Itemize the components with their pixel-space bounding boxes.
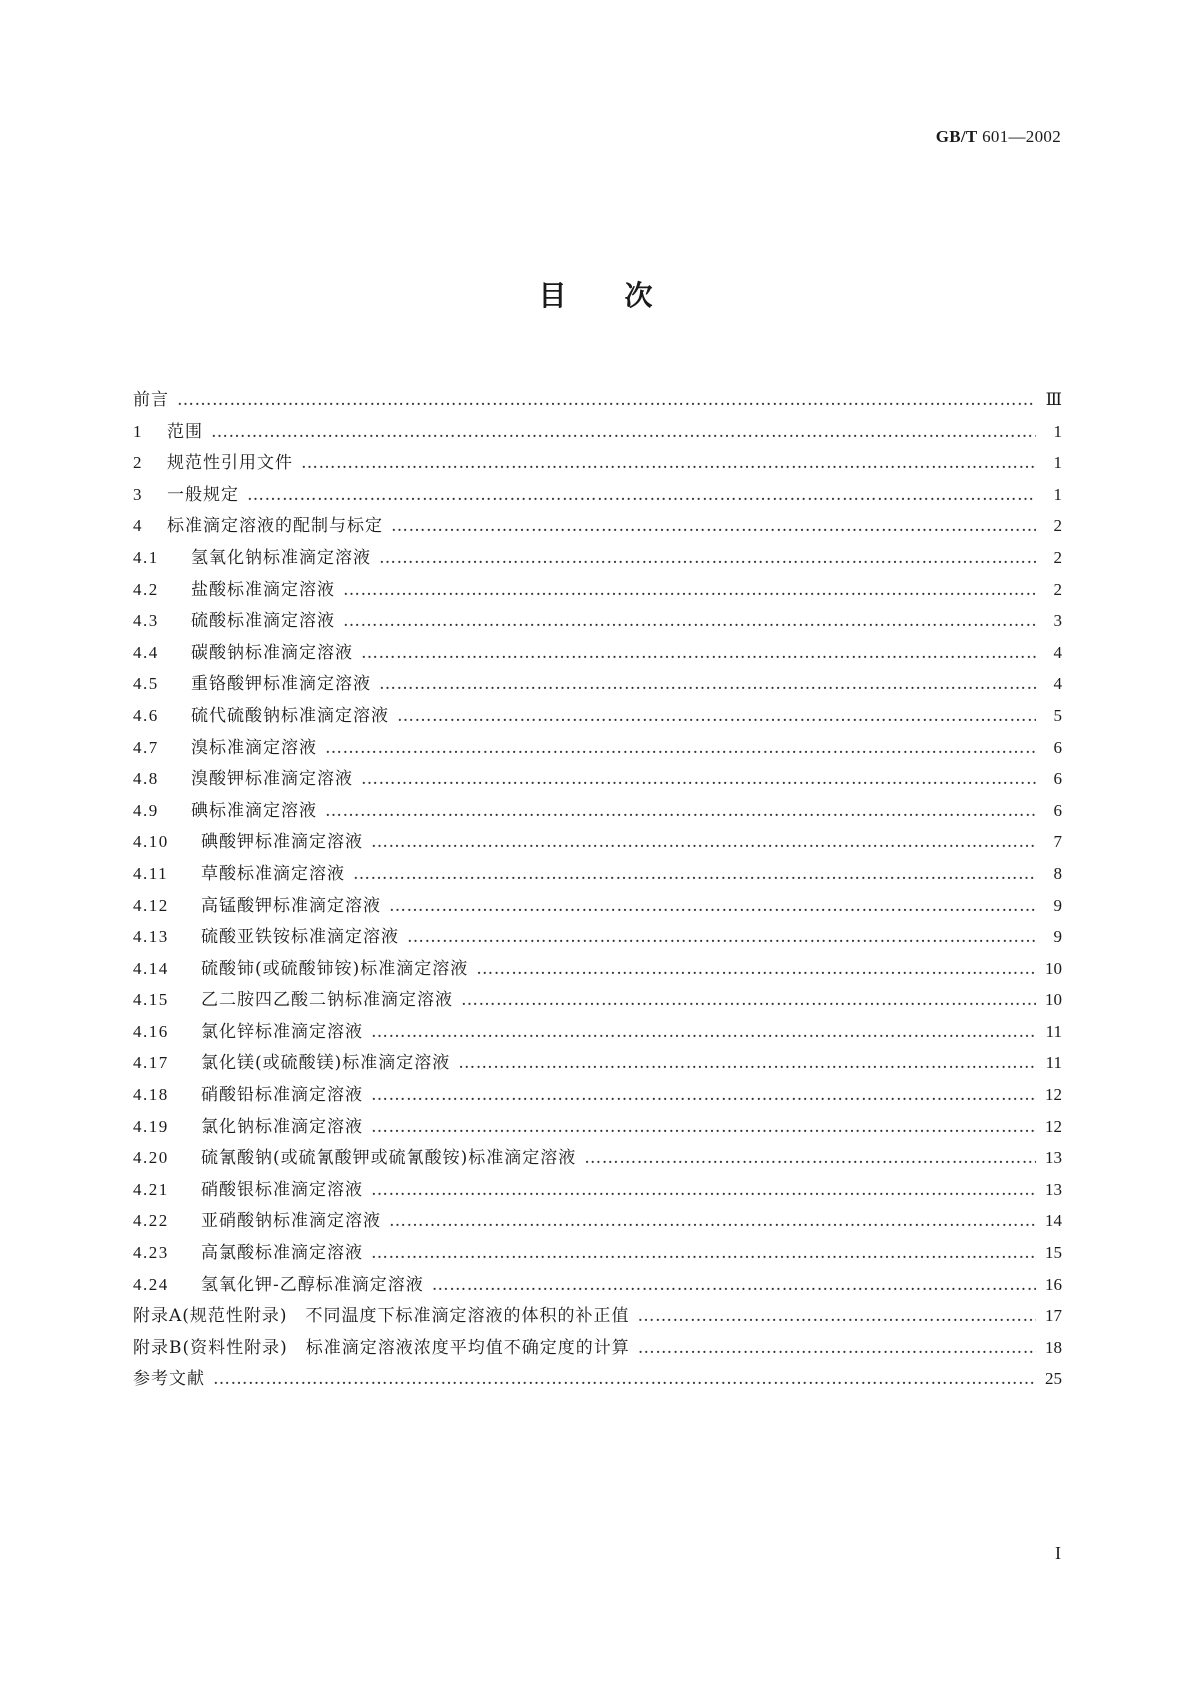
dot-leader	[638, 1301, 1036, 1333]
toc-entry-page: 1	[1053, 484, 1062, 504]
toc-entry-label: 硫酸亚铁铵标准滴定溶液	[201, 927, 399, 948]
toc-entry-page: 18	[1045, 1337, 1062, 1357]
toc-entry[interactable]	[133, 763, 1062, 795]
toc-entry[interactable]	[133, 1332, 1062, 1364]
toc-entry[interactable]	[133, 953, 1062, 985]
toc-entry-label: 碳酸钠标准滴定溶液	[191, 642, 353, 663]
toc-entry-page: 3	[1053, 611, 1062, 631]
dot-leader	[343, 606, 1036, 638]
toc-entry-label: 参考文献	[133, 1369, 205, 1390]
dot-leader	[325, 733, 1036, 765]
toc-entry[interactable]	[133, 826, 1062, 858]
toc-entry-number: 4.13	[133, 927, 169, 947]
page-number: I	[1055, 1543, 1061, 1563]
toc-entry[interactable]	[133, 984, 1062, 1016]
toc-entry-label: 硫酸铈(或硫酸铈铵)标准滴定溶液	[201, 958, 469, 979]
toc-entry-number: 4.24	[133, 1274, 169, 1294]
dot-leader	[211, 417, 1036, 449]
toc-entry-page: 5	[1053, 705, 1062, 725]
dot-leader	[371, 1238, 1036, 1270]
toc-entry-number: 4.9	[133, 800, 159, 820]
toc-entry-number: 4.4	[133, 642, 159, 662]
toc-entry-label: 高氯酸标准滴定溶液	[201, 1243, 363, 1264]
toc-entry-page: 2	[1053, 516, 1062, 536]
toc-entry-label: 氯化钠标准滴定溶液	[201, 1116, 363, 1137]
dot-leader	[638, 1333, 1036, 1365]
toc-entry[interactable]	[133, 668, 1062, 700]
toc-entry-page: 11	[1045, 1053, 1062, 1073]
toc-entry-number: 1	[133, 421, 143, 441]
dot-leader	[177, 385, 1036, 417]
toc-entry-number: 4.11	[133, 863, 169, 883]
toc-entry-label: 溴标准滴定溶液	[191, 737, 317, 758]
toc-entry-number: 4.3	[133, 611, 159, 631]
dot-leader	[584, 1143, 1036, 1175]
toc-entry-label: 氢氧化钠标准滴定溶液	[191, 547, 371, 568]
toc-entry-number: 4.22	[133, 1211, 169, 1231]
dot-leader	[371, 827, 1036, 859]
toc-entry-page: 1	[1053, 421, 1062, 441]
toc-entry[interactable]	[133, 890, 1062, 922]
toc-entry-label: 范围	[167, 421, 203, 442]
toc-entry-page: 25	[1045, 1369, 1062, 1389]
dot-leader	[389, 1206, 1036, 1238]
dot-leader	[353, 859, 1036, 891]
toc-entry-label: 盐酸标准滴定溶液	[191, 579, 335, 600]
toc-entry-page: 4	[1053, 642, 1062, 662]
dot-leader	[325, 796, 1036, 828]
toc-entry-number: 4.20	[133, 1148, 169, 1168]
toc-entry[interactable]	[133, 921, 1062, 953]
toc-entry-number: 4	[133, 516, 143, 536]
toc-entry-number: 4.8	[133, 769, 159, 789]
toc-entry[interactable]	[133, 700, 1062, 732]
toc-entry[interactable]	[133, 1016, 1062, 1048]
standard-code	[936, 127, 1061, 147]
toc-entry-page: 6	[1053, 800, 1062, 820]
toc-entry-label: 氢氧化钾-乙醇标准滴定溶液	[201, 1274, 424, 1295]
toc-entry-number: 2	[133, 453, 143, 473]
toc-entry[interactable]	[133, 858, 1062, 890]
toc-entry-label: 氯化锌标准滴定溶液	[201, 1021, 363, 1042]
dot-leader	[458, 1048, 1036, 1080]
toc-entry-page: 12	[1045, 1085, 1062, 1105]
toc-entry-number: 4.15	[133, 990, 169, 1010]
toc-entry-label: 重铬酸钾标准滴定溶液	[191, 674, 371, 695]
toc-entry-label: 氯化镁(或硫酸镁)标准滴定溶液	[201, 1053, 451, 1074]
toc-entry-number: 4.12	[133, 895, 169, 915]
toc-entry[interactable]	[133, 1079, 1062, 1111]
toc-entry-number: 4.17	[133, 1053, 169, 1073]
toc-entry[interactable]	[133, 1269, 1062, 1301]
toc-entry-number: 4.1	[133, 547, 159, 567]
toc-entry-number: 4.7	[133, 737, 159, 757]
toc-entry-label: 硫氰酸钠(或硫氰酸钾或硫氰酸铵)标准滴定溶液	[201, 1148, 577, 1169]
toc-entry-label: 碘标准滴定溶液	[191, 800, 317, 821]
toc-entry-number: 4.10	[133, 832, 169, 852]
toc-entry-page: 9	[1053, 895, 1062, 915]
toc-entry-page: 7	[1053, 832, 1062, 852]
toc-entry[interactable]	[133, 732, 1062, 764]
toc-entry-label: 硫酸标准滴定溶液	[191, 611, 335, 632]
toc-entry[interactable]	[133, 479, 1062, 511]
toc-entry-label: 规范性引用文件	[167, 453, 293, 474]
dot-leader	[397, 701, 1036, 733]
toc-entry-page: 10	[1045, 990, 1062, 1010]
toc-entry-number: 4.14	[133, 958, 169, 978]
toc-entry[interactable]	[133, 510, 1062, 542]
toc-entry[interactable]	[133, 1237, 1062, 1269]
toc-entry[interactable]	[133, 416, 1062, 448]
toc-entry-label: 标准滴定溶液的配制与标定	[167, 516, 383, 537]
toc-entry[interactable]	[133, 1300, 1062, 1332]
page-title: 目次	[538, 279, 711, 312]
dot-leader	[432, 1270, 1036, 1302]
toc-entry-page: 1	[1053, 453, 1062, 473]
toc-entry-number: 4.6	[133, 705, 159, 725]
dot-leader	[343, 575, 1036, 607]
dot-leader	[461, 985, 1036, 1017]
toc-entry-number: 4.5	[133, 674, 159, 694]
toc-entry[interactable]	[133, 1111, 1062, 1143]
toc-entry-label: 前言	[133, 390, 169, 410]
toc-entry-page: 9	[1053, 927, 1062, 947]
dot-leader	[301, 448, 1036, 480]
toc-entry-page: 15	[1045, 1243, 1062, 1263]
dot-leader	[247, 480, 1036, 512]
toc-entry[interactable]	[133, 1047, 1062, 1079]
dot-leader	[389, 891, 1036, 923]
dot-leader	[371, 1080, 1036, 1112]
toc-entry[interactable]	[133, 542, 1062, 574]
toc-entry-label: 硝酸银标准滴定溶液	[201, 1179, 363, 1200]
toc-entry[interactable]	[133, 1363, 1062, 1395]
toc-entry-label: 硫代硫酸钠标准滴定溶液	[191, 705, 389, 726]
toc-entry[interactable]	[133, 447, 1062, 479]
toc-entry-label: 高锰酸钾标准滴定溶液	[201, 895, 381, 916]
toc-entry[interactable]	[133, 605, 1062, 637]
toc-entry-page: 8	[1053, 863, 1062, 883]
dot-leader	[391, 511, 1036, 543]
dot-leader	[371, 1017, 1036, 1049]
toc-entry[interactable]	[133, 1142, 1062, 1174]
toc-entry-page: 16	[1045, 1274, 1062, 1294]
toc-entry-page: 13	[1045, 1148, 1062, 1168]
dot-leader	[371, 1112, 1036, 1144]
toc-entry-number: 4.21	[133, 1179, 169, 1199]
toc-entry-page: 10	[1045, 958, 1062, 978]
toc-entry-number: 4.16	[133, 1021, 169, 1041]
toc-entry[interactable]	[133, 384, 1062, 416]
toc-entry-page: 12	[1045, 1116, 1062, 1136]
toc-entry-page: 14	[1045, 1211, 1062, 1231]
toc-entry-page: 11	[1045, 1021, 1062, 1041]
toc-entry-label: 附录A(规范性附录) 不同温度下标准滴定溶液的体积的补正值	[133, 1306, 630, 1327]
toc-entry-page: 2	[1053, 579, 1062, 599]
toc-entry-number: 4.18	[133, 1085, 169, 1105]
dot-leader	[379, 669, 1036, 701]
toc-entry-page: 4	[1053, 674, 1062, 694]
dot-leader	[371, 1175, 1036, 1207]
toc-entry[interactable]	[133, 1205, 1062, 1237]
toc-entry-page: Ⅲ	[1045, 390, 1062, 409]
toc-entry-label: 附录B(资料性附录) 标准滴定溶液浓度平均值不确定度的计算	[133, 1337, 630, 1358]
toc-entry-label: 硝酸铅标准滴定溶液	[201, 1085, 363, 1106]
standard-prefix: GB/T	[935, 127, 978, 146]
table-of-contents	[133, 384, 1062, 1395]
toc-entry-page: 6	[1053, 769, 1062, 789]
standard-number: 601—2002	[977, 127, 1061, 146]
dot-leader	[213, 1364, 1036, 1396]
toc-entry-label: 一般规定	[167, 484, 239, 505]
toc-entry-page: 13	[1045, 1179, 1062, 1199]
toc-entry-page: 2	[1053, 547, 1062, 567]
toc-entry-number: 4.19	[133, 1116, 169, 1136]
toc-entry-number: 4.23	[133, 1243, 169, 1263]
toc-entry[interactable]	[133, 574, 1062, 606]
toc-entry-label: 碘酸钾标准滴定溶液	[201, 832, 363, 853]
toc-entry[interactable]	[133, 637, 1062, 669]
toc-entry[interactable]	[133, 1174, 1062, 1206]
dot-leader	[476, 954, 1036, 986]
toc-entry-label: 乙二胺四乙酸二钠标准滴定溶液	[201, 990, 453, 1011]
toc-entry-page: 17	[1045, 1306, 1062, 1326]
toc-entry-number: 3	[133, 484, 143, 504]
toc-entry-page: 6	[1053, 737, 1062, 757]
toc-entry-label: 草酸标准滴定溶液	[201, 863, 345, 884]
toc-entry[interactable]	[133, 795, 1062, 827]
toc-entry-number: 4.2	[133, 579, 159, 599]
dot-leader	[407, 922, 1036, 954]
dot-leader	[361, 638, 1036, 670]
toc-entry-label: 亚硝酸钠标准滴定溶液	[201, 1211, 381, 1232]
dot-leader	[361, 764, 1036, 796]
dot-leader	[379, 543, 1036, 575]
toc-entry-label: 溴酸钾标准滴定溶液	[191, 769, 353, 790]
